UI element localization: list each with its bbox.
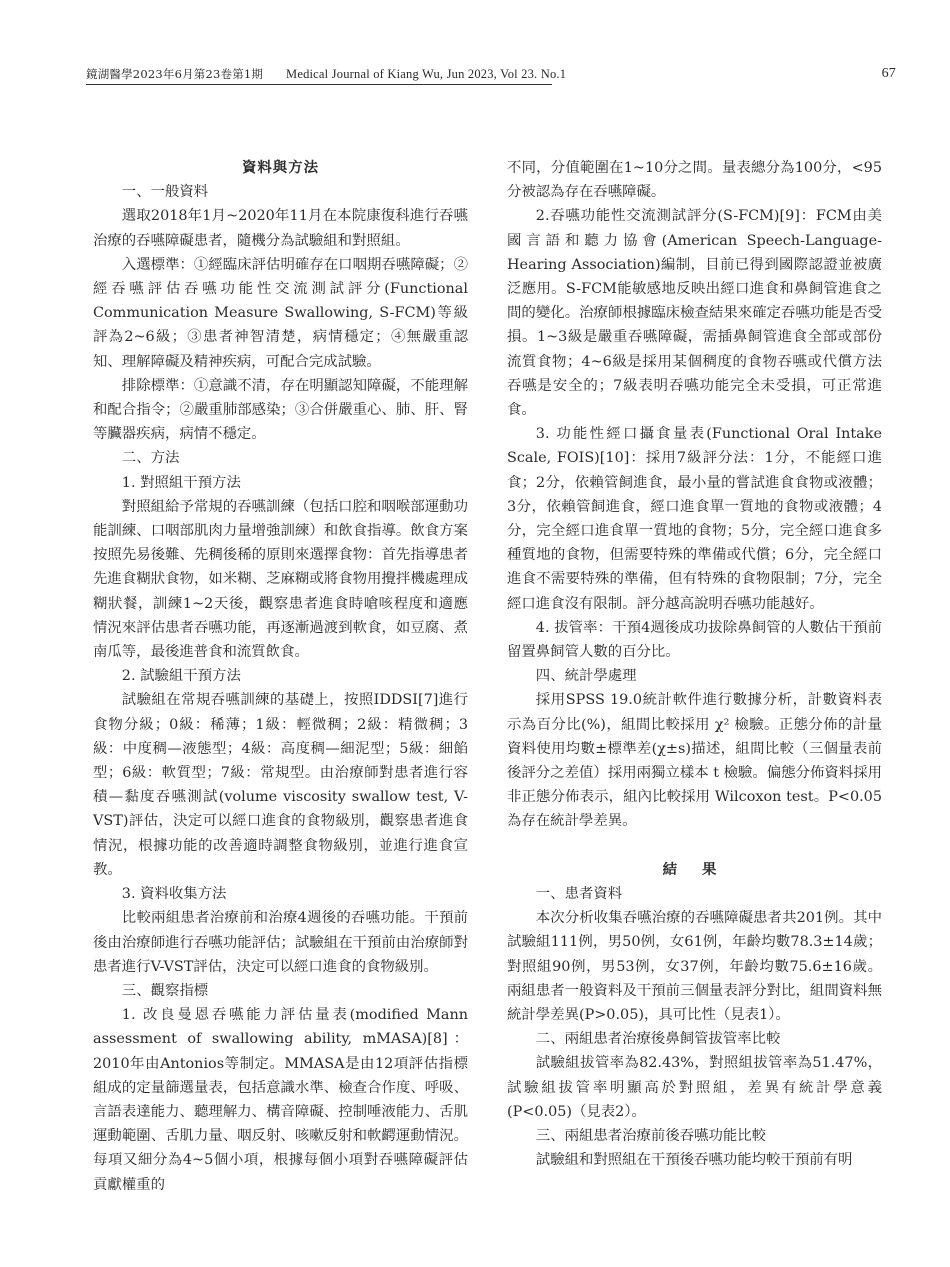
running-header	[86, 63, 896, 85]
section-title-methods: 資料與方法	[242, 159, 319, 176]
journal-title-zh: 鏡湖醫學2023年6月第23卷第1期	[86, 67, 264, 81]
left-column	[93, 156, 468, 1197]
journal-title-en: Medical Journal of Kiang Wu, Jun 2023, Vol 23. No.1	[286, 67, 567, 81]
paragraph: 入選標準：①經臨床評估明確存在口咽期吞嚥障礙；②經吞嚥評估吞嚥功能性交流測試評分(Functional Communication Measure Swallowing, S-FCM)等級評為2~6級；③患者神智清楚，病情穩定；④無嚴重認知、理解障礙及精神疾病，可配合完成試驗。	[93, 256, 468, 370]
subsection-heading: 三、兩組患者治療前後吞嚥功能比較	[535, 1127, 767, 1144]
paragraph: 2.吞嚥功能性交流測試評分(S-FCM)[9]：FCM由美國言語和聽力協會(American Speech-Language-Hearing Association)編制，目前已得到國際認證並被廣泛應用。S-FCM能敏感地反映出經口進食和鼻飼管進食之間的變化。治療師根據臨床檢查結果來確定吞嚥功能是否受損。1~3級是嚴重吞嚥障礙，需插鼻飼管進食全部或部份流質食物；4~6級是採用某個稠度的食物吞嚥或代償方法吞嚥是安全的；7級表明吞嚥功能完全未受損，可正常進食。	[507, 208, 882, 419]
section-title-results: 結 果	[662, 860, 727, 878]
subsection-heading: 1. 對照組干預方法	[121, 474, 241, 491]
paragraph: 試驗組拔管率為82.43%，對照組拔管率為51.47%，試驗組拔管率明顯高於對照組，差異有統計學意義(P<0.05)（見表2）。	[507, 1055, 882, 1120]
subsection-heading: 二、兩組患者治療後鼻飼管拔管率比較	[535, 1031, 781, 1048]
subsection-heading: 四、統計學處理	[535, 668, 637, 685]
paragraph: 採用SPSS 19.0統計軟件進行數據分析，計數資料表示為百分比(%)，組間比較採用 χ² 檢驗。正態分佈的計量資料使用均數±標準差(χ±s)描述，組間比較（三個量表前後評分之差值）採用兩獨立樣本 t 檢驗。偏態分佈資料採用非正態分佈表示，組內比較採用 Wilcoxon test。P<0.05為存在統計學差異。	[507, 692, 882, 830]
subsection-heading: 一、患者資料	[535, 885, 623, 902]
paragraph: 本次分析收集吞嚥治療的吞嚥障礙患者共201例。其中試驗組111例，男50例，女61例，年齡均數78.3±14歲；對照組90例，男53例，女37例，年齡均數75.6±16歲。兩組患者一般資料及干預前三個量表評分對比，組間資料無統計學差異(P>0.05)，具可比性（見表1）。	[507, 910, 882, 1023]
paragraph: 不同，分值範圍在1~10分之間。量表總分為100分，<95分被認為存在吞嚥障礙。	[507, 160, 882, 201]
page-number: 67	[881, 66, 896, 81]
paragraph: 對照組給予常規的吞嚥訓練（包括口腔和咽喉部運動功能訓練、口咽部肌肉力量增強訓練）和飲食指導。飲食方案按照先易後難、先稠後稀的原則來選擇食物：首先指導患者先進食糊狀食物，如米糊、芝麻糊或將食物用攪拌機處理成糊狀餐，訓練1~2天後，觀察患者進食時嗆咳程度和適應情況來評估患者吞嚥功能，再逐漸過渡到軟食，如豆腐、煮南瓜等，最後進普食和流質飲食。	[93, 498, 468, 661]
paragraph: 試驗組在常規吞嚥訓練的基礎上，按照IDDSI[7]進行食物分級；0級：稀薄；1級：輕微稠；2級：精微稠；3級：中度稠—液態型；4級：高度稠—細泥型；5級：細餡型；6級：軟質型；7級：常規型。由治療師對患者進行容積—黏度吞嚥測試(volume viscosity swallow test, V-VST)評估，決定可以經口進食的食物級別，觀察患者進食情況，根據功能的改善適時調整食物級別，並進行進食宣教。	[93, 692, 468, 878]
paragraph: 4. 拔管率：干預4週後成功拔除鼻飼管的人數佔干預前留置鼻飼管人數的百分比。	[507, 619, 882, 661]
paragraph: 選取2018年1月~2020年11月在本院康復科進行吞嚥治療的吞嚥障礙患者，隨機分為試驗組和對照組。	[93, 208, 468, 249]
subsection-heading: 3. 資料收集方法	[121, 886, 227, 903]
paragraph: 3. 功能性經口攝食量表(Functional Oral Intake Scale, FOIS)[10]：採用7級評分法：1分，不能經口進食；2分，依賴管飼進食，最小量的嘗試進食食物或液體；3分，依賴管飼進食，經口進食單一質地的食物或液體；4分，完全經口進食單一質地的食物；5分，完全經口進食多種質地的食物，但需要特殊的準備或代償；6分，完全經口進食不需要特殊的準備，但有特殊的食物限制；7分，完全經口進食沒有限制。評分越高說明吞嚥功能越好。	[507, 426, 882, 612]
paragraph: 試驗組和對照組在干預後吞嚥功能均較干預前有明	[535, 1152, 853, 1169]
subsection-heading: 一、一般資料	[121, 184, 209, 201]
paragraph: 1. 改良曼恩吞嚥能力評估量表(modified Mann assessment of swallowing ability, mMASA)[8]：2010年由Antonios等制定。MMASA是由12項評估指標組成的定量篩選量表，包括意識水準、檢查合作度、呼吸、言語表達能力、聽理解力、構音障礙、控制唾液能力、舌肌運動範圍、舌肌力量、咽反射、咳嗽反射和軟齶運動情況。每項又細分為4~5個小項，根據每個小項對吞嚥障礙評估貢獻權重的	[93, 1007, 468, 1193]
subsection-heading: 三、觀察指標	[121, 982, 209, 999]
paragraph: 排除標準：①意識不清，存在明顯認知障礙，不能理解和配合指令；②嚴重肺部感染；③合併嚴重心、肺、肝、腎等臟器疾病，病情不穩定。	[93, 377, 468, 443]
paragraph: 比較兩組患者治療前和治療4週後的吞嚥功能。干預前後由治療師進行吞嚥功能評估；試驗組在干預前由治療師對患者進行V-VST評估，決定可以經口進食的食物級別。	[93, 910, 468, 975]
header-rule	[86, 84, 552, 85]
subsection-heading: 2. 試驗組干預方法	[121, 668, 241, 685]
right-column	[507, 156, 882, 1172]
subsection-heading: 二、方法	[121, 450, 180, 467]
